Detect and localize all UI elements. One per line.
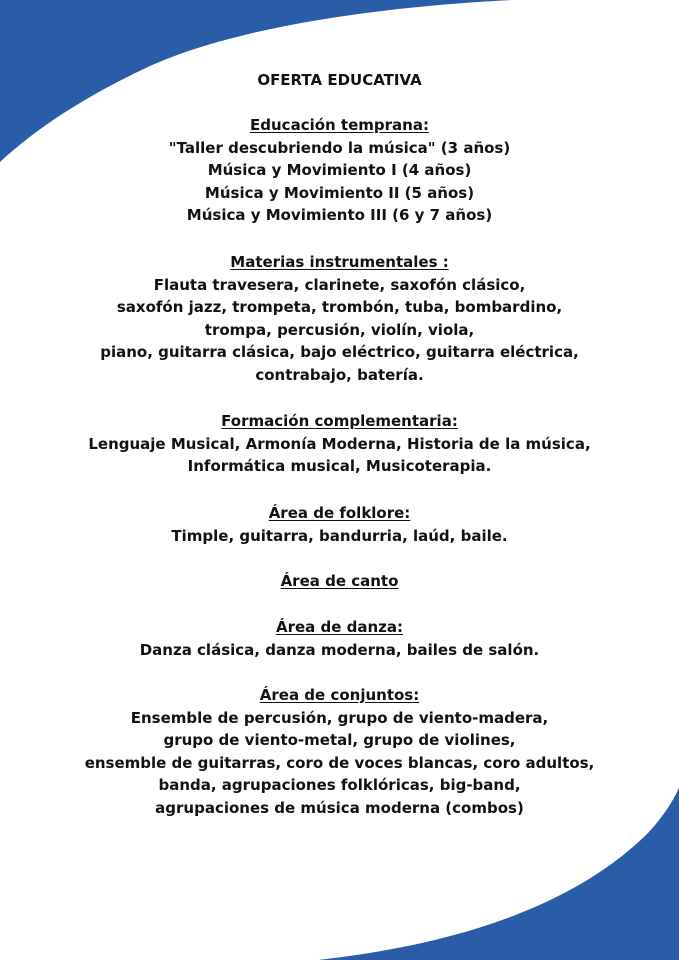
list-item: piano, guitarra clásica, bajo eléctrico, guitarra eléctrica, (100, 343, 579, 362)
list-item: Música y Movimiento I (4 años) (207, 161, 472, 180)
section-singing (0, 570, 679, 593)
section-early-education (0, 114, 679, 227)
section-heading: Materias instrumentales : (230, 253, 449, 271)
section-heading: Formación complementaria: (221, 412, 458, 430)
section-complementary-training (0, 410, 679, 478)
list-item: ensemble de guitarras, coro de voces blancas, coro adultos, (84, 753, 595, 772)
section-heading: Área de conjuntos: (259, 686, 420, 704)
list-item: Música y Movimiento II (5 años) (204, 183, 475, 202)
list-item: trompa, percusión, violín, viola, (204, 320, 475, 339)
section-folklore (0, 502, 679, 547)
list-item: agrupaciones de música moderna (combos) (155, 798, 524, 817)
list-item: Lenguaje Musical, Armonía Moderna, Historia de la música, (88, 434, 591, 453)
section-heading: Área de folklore: (268, 504, 411, 522)
list-item: Timple, guitarra, bandurria, laúd, baile. (171, 526, 508, 545)
list-item: grupo de viento-metal, grupo de violines, (163, 731, 516, 750)
list-item: saxofón jazz, trompeta, trombón, tuba, bombardino, (116, 298, 563, 317)
list-item: "Taller descubriendo la música" (3 años) (168, 138, 511, 157)
section-instrumental-subjects (0, 251, 679, 387)
list-item: Música y Movimiento III (6 y 7 años) (186, 206, 493, 225)
list-item: contrabajo, batería. (255, 365, 424, 384)
list-item: Flauta travesera, clarinete, saxofón clásico, (153, 275, 526, 294)
list-item: Ensemble de percusión, grupo de viento-madera, (130, 708, 549, 727)
section-heading: Área de danza: (275, 618, 404, 636)
list-item: banda, agrupaciones folklóricas, big-band, (158, 776, 521, 795)
list-item: Danza clásica, danza moderna, bailes de salón. (139, 640, 540, 659)
list-item: Informática musical, Musicoterapia. (187, 457, 492, 476)
section-heading: Educación temprana: (250, 116, 429, 134)
page-title: OFERTA EDUCATIVA (257, 71, 422, 89)
section-heading: Área de canto (280, 572, 399, 590)
section-ensembles (0, 684, 679, 820)
section-dance (0, 616, 679, 661)
